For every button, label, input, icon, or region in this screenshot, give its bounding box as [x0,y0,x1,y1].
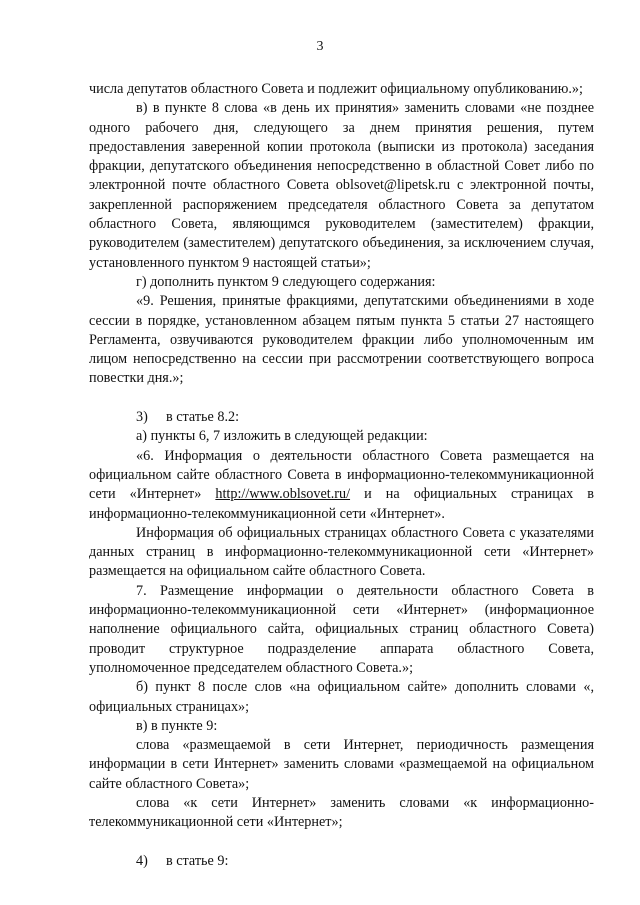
paragraph-point-9-text: «9. Решения, принятые фракциями, депутатскими объединениями в ходе сессии в порядке, установленном абзацем пятым пункта 5 статьи 27 настоящего Регламента, озвучиваются руководителем фракции либо уполномоченным им лицом непосредственно на сессии при рассмотрении соответствующего вопроса повестки дня.»; [89,293,594,387]
document-body [89,80,594,871]
paragraph-official-pages-info: Информация об официальных страницах областного Совета с указателями данных страниц в информационно-телекоммуникационной сети «Интернет» размещается на официальном сайте областного Совета. [89,524,594,580]
paragraph-continuation: числа депутатов областного Совета и подлежит официальному опубликованию.»; [89,81,583,97]
paragraph-point-6-text [89,447,594,524]
list-item-3 [89,408,594,427]
list-item-number: 4) [136,852,148,869]
text-span: «6. Информация о деятельности областного Совета размещается на официальном сайте областного Совета в информационно-телекоммуникационной сети «Интернет» [89,447,594,503]
list-item-4 [89,852,594,871]
paragraph-spacer [89,833,594,852]
list-item-text: в статье 9: [166,852,229,869]
paragraph-point-7-text: 7. Размещение информации о деятельности областного Совета в информационно-телекоммуникационной сети «Интернет» (информационное наполнение официального сайта, официальных страниц областного Совета) проводит структурное подразделение аппарата областного Совета, уполномоченное председателем областного Совета.»; [89,582,594,676]
paragraph-item-g-add-point-9: г) дополнить пунктом 9 следующего содержания: [136,273,436,290]
list-item-text: в статье 8.2: [166,409,240,426]
list-item-number: 3) [136,409,148,426]
paragraph-item-a: а) пункты 6, 7 изложить в следующей редакции: [136,428,428,445]
text-span: и на официальных страницах в информационно-телекоммуникационной сети «Интернет». [89,486,594,522]
paragraph-item-v-point-8: в) в пункте 8 слова «в день их принятия» заменить словами «не позднее одного рабочего дня, следующего за днем принятия решения, путем предоставления заверенной копии протокола (выписки из протокола) заседания фракции, депутатского объединения непосредственно в областной Совет либо по электронной почте областного Совета oblsovet@lipetsk.ru с электронной почты, закрепленной распоряжением председателя областного Совета за депутатом областного Совета, являющимся руководителем (заместителем) фракции, руководителем (заместителем) депутатского объединения, за исключением случая, установленного пунктом 9 настоящей статьи»; [89,100,594,271]
paragraph-spacer [89,389,594,408]
paragraph-item-v-point-9: в) в пункте 9: [136,717,218,734]
paragraph-item-b: б) пункт 8 после слов «на официальном сайте» дополнить словами «, официальных страницах»; [89,679,594,715]
oblsovet-link[interactable]: http://www.oblsovet.ru/ [215,486,351,503]
paragraph-replace-words-1: слова «размещаемой в сети Интернет, периодичность размещения информации в сети Интернет» заменить словами «размещаемой на официальном сайте областного Совета»; [89,737,594,792]
page-number: 3 [316,39,324,54]
paragraph-replace-words-2: слова «к сети Интернет» заменить словами «к информационно-телекоммуникационной сети «Интернет»; [89,794,594,831]
